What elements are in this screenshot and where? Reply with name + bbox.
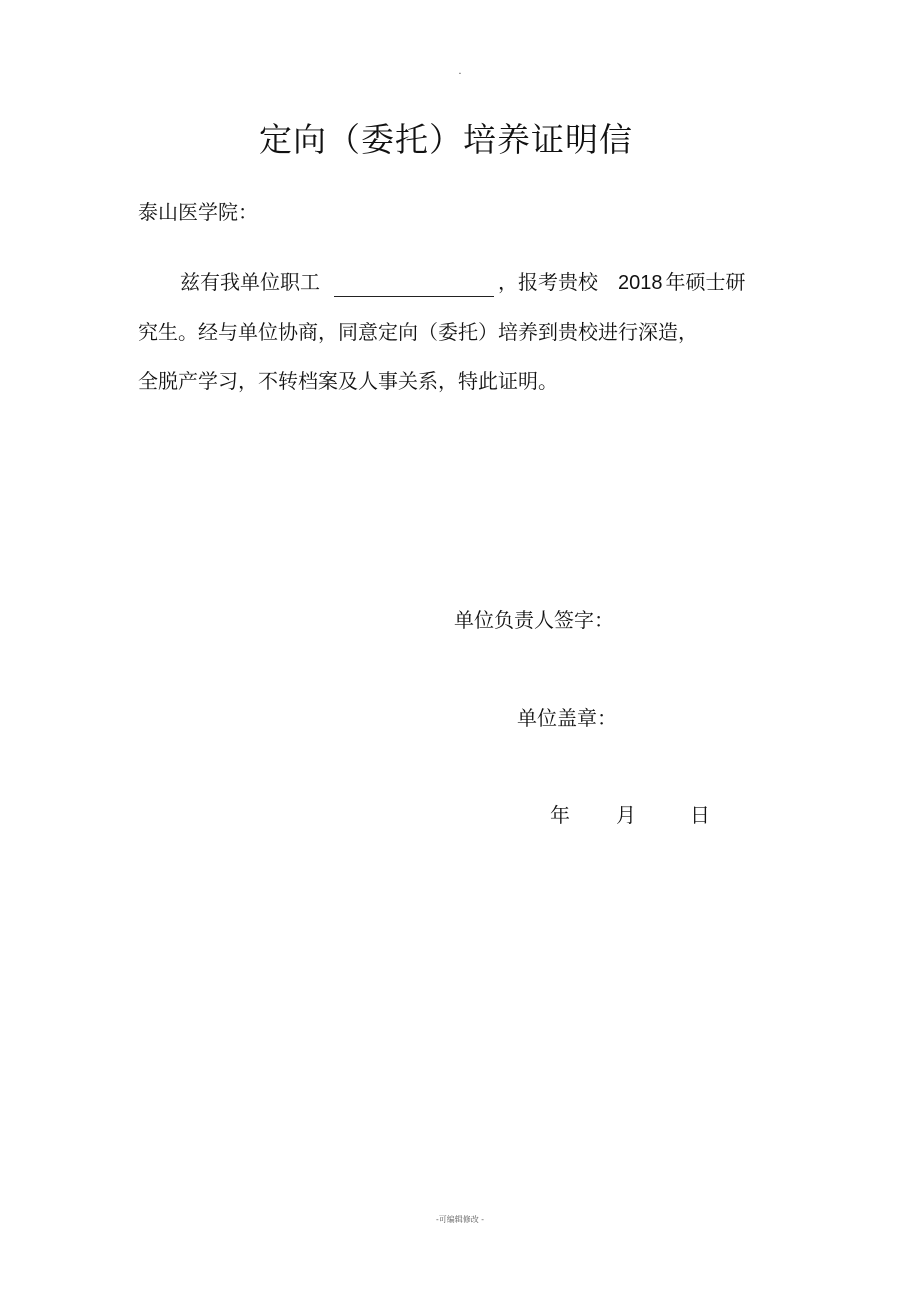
letter-title: 定向（委托）培养证明信 bbox=[259, 120, 633, 159]
signer-label: 单位负责人签字： bbox=[454, 608, 614, 632]
footer-mark: -可编辑修改 - bbox=[436, 1215, 484, 1224]
line1-prefix: 兹有我单位职工 bbox=[180, 270, 320, 294]
salutation: 泰山医学院： bbox=[138, 200, 258, 224]
body-line-3: 全脱产学习，不转档案及人事关系，特此证明。 bbox=[138, 369, 558, 393]
date-year-label: 年 bbox=[550, 803, 570, 827]
line1-middle: ，报考贵校 bbox=[498, 270, 598, 294]
header-mark: . bbox=[458, 66, 462, 77]
exam-year: 2018 bbox=[618, 272, 663, 294]
line1-suffix: 年硕士研 bbox=[665, 270, 746, 294]
body-line-1 bbox=[180, 268, 746, 297]
employee-name-blank[interactable] bbox=[334, 274, 494, 297]
date-day-label: 日 bbox=[690, 803, 710, 827]
seal-label: 单位盖章： bbox=[517, 706, 617, 730]
date-month-label: 月 bbox=[616, 803, 636, 827]
body-line-2: 究生。经与单位协商，同意定向（委托）培养到贵校进行深造， bbox=[138, 320, 698, 344]
